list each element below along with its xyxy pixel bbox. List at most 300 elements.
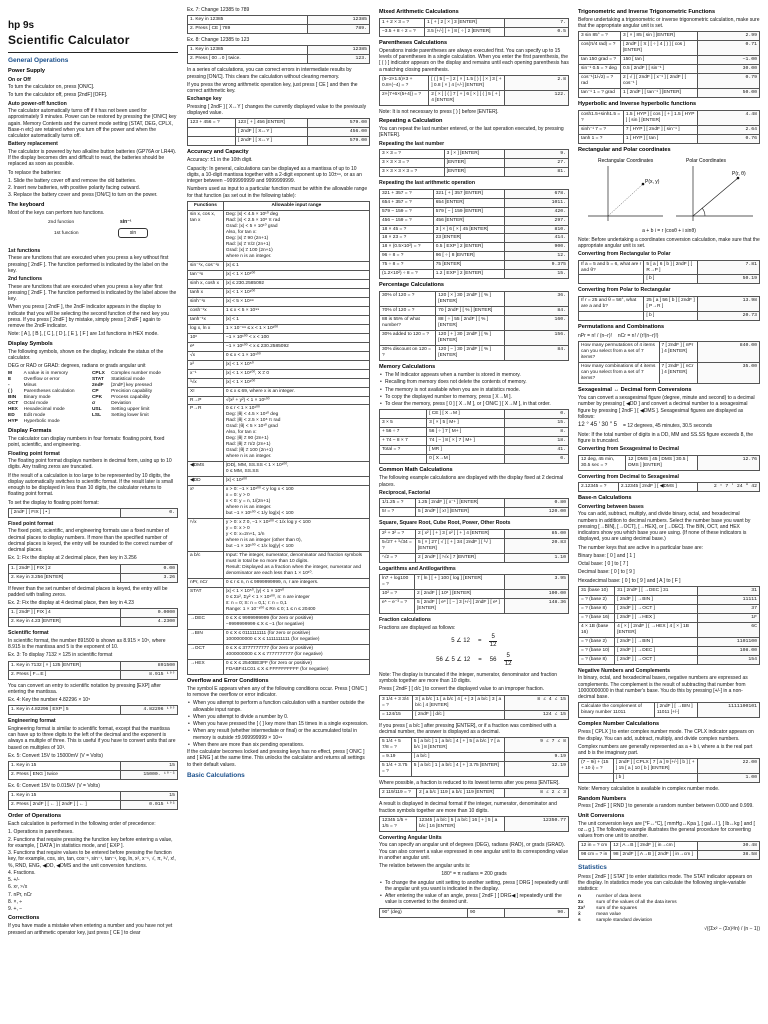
table-cell: x > 0: −1 × 10¹⁰⁰ < y log x < 100 x = 0: y > 0 x < 0: y = n, 1/(2n+1) where n is an integer. but −1 × 10¹⁰⁰ < 1/y log|x| < 100 xyxy=(223,486,369,519)
perm-formulas xyxy=(578,333,760,339)
fraction-table-2 xyxy=(379,737,569,777)
fraction-int-2: 56 xyxy=(489,657,497,664)
fraction-table xyxy=(379,695,569,720)
key-second-function: sin⁻¹ xyxy=(120,218,132,225)
table-cell: 12.76 xyxy=(698,455,760,470)
rect-label: Rectangular Coordinates xyxy=(598,158,654,165)
table-cell: 88 [ ÷ ] 55 [ 2ndF ] [ % ] [ENTER] xyxy=(436,316,504,331)
table-cell: 1.5 [ HYP ] [ cos ] [ + ] 1.5 [ HYP ] [ sin ] [ENTER] xyxy=(623,111,698,126)
table-row xyxy=(188,270,370,279)
table-cell: 1. Key in 7132 [ × ] 125 [ENTER] xyxy=(9,661,121,670)
table-row xyxy=(579,842,760,851)
table-cell: 8 ∠ 4 ∠ 15 xyxy=(504,695,568,710)
table-cell: 5 [ × ] 27 [ √ ] [ + ] 34 [ 2ndF ] [ ³√ ] [ENTER] xyxy=(415,538,504,553)
table-cell: cos(π/4 rad) = ? xyxy=(579,41,621,56)
table-row xyxy=(9,801,178,810)
table-cell: |DD|, MM, SS.SS < 1 × 10¹⁰⁰, 0 ≤ MM, SS.SS xyxy=(223,462,369,477)
table-row xyxy=(380,590,569,599)
table-row xyxy=(380,695,569,710)
table-cell: 15. xyxy=(504,419,568,428)
section-statistics: Statistics xyxy=(578,864,607,872)
table-row xyxy=(380,225,569,234)
table-row xyxy=(188,261,370,270)
table-cell xyxy=(579,774,614,783)
table-cell: [ b ] xyxy=(644,311,698,320)
table-row xyxy=(188,55,370,64)
fraction-text: Fractions are displayed as follows: xyxy=(379,624,456,631)
table-row xyxy=(579,275,760,284)
list-item: • To change the angular unit setting to another setting, press [ DRG ] repeatedly until the angular unit you want is indicated in the display. xyxy=(379,880,569,893)
table-cell: sin⁻¹x, cos⁻¹x xyxy=(188,261,224,270)
table-cell: cosh⁻¹x xyxy=(188,306,224,315)
stat-list xyxy=(578,894,760,924)
cplx-text-2: Complex numbers are generally represented as a + b i, where a is the real part and b is the imaginary part. xyxy=(578,743,753,757)
table-row xyxy=(188,137,370,146)
table-cell: 120 [ − ] 30 [ 2ndF ] [ % ] [ENTER] xyxy=(436,346,504,361)
rect-vector xyxy=(608,184,643,216)
table-row xyxy=(188,315,370,324)
table-cell xyxy=(380,410,427,419)
unit-text: The unit conversion keys are [°F↔°C], [ mmHg↔Kpa ], [ gal↔l ], [ lb↔kg ] and [ oz↔g ]. The following example illustrates the general procedure for converting values from one unit to another. xyxy=(578,820,755,840)
table-cell: 23 [ENTER] xyxy=(433,234,504,243)
table-cell: x⁻¹ xyxy=(188,369,224,378)
ex3-text: Ex. 3: To display 7132 × 125 in scientific format xyxy=(8,652,113,659)
set-floating: To set the display to floating point format: xyxy=(8,499,99,506)
base-dec: Decimal base: [ 0 ] to [ 9 ] xyxy=(578,569,635,576)
perm-formula-npr: nPr = n! / (n−r)! xyxy=(578,332,612,339)
table-cell: 85.00 xyxy=(504,529,568,538)
table-cell: 18 × 45 = ? xyxy=(380,225,434,234)
table-cell: 31 xyxy=(698,586,760,595)
table-row xyxy=(579,759,760,774)
series-text: In a series of calculations, you can correct errors in intermediate results by pressing [ON/C]. This clears the calculation without clearing memory. xyxy=(187,67,352,80)
table-cell: [ a b/c ] xyxy=(411,753,504,762)
section-basic: Basic Calculations xyxy=(187,771,245,779)
sexa-text: You can convert a sexagesimal figure (degree, minute and second) to a decimal number by pressing [ ◀DD ] and convert a decimal number to a sexagesimal figure by pressing [ 2ndF ] [ ◀DMS ]. Sexagesimal figures are displayed as follows: xyxy=(578,395,755,420)
table-cell: 3.26 xyxy=(120,573,177,582)
table-cell: 12 in = ? cm xyxy=(579,842,611,851)
table-row xyxy=(188,25,370,34)
heading-display-formats: Display Formats xyxy=(8,428,52,435)
table-row xyxy=(188,486,370,519)
list-item: • After entering the value of an angle, press [ 2ndF ] [ DRG◀ ] repeatedly until the value is converted to the desired unit. xyxy=(379,893,569,906)
table-cell: 1 + 2 × 3 = ? xyxy=(380,18,425,27)
cplx-note: Note: Memory calculation is available in complex number mode. xyxy=(578,786,720,793)
table-cell: 5 [ 2ndF ] [ x! ] [ENTER] xyxy=(415,508,504,517)
table-cell: √x xyxy=(188,351,224,360)
table-cell: M xyxy=(8,371,12,377)
table-cell: 8 ∠ 2 ∠ 3 xyxy=(504,789,568,798)
floating-text-2: If the result of a calculation is too large to be represented by 10 digits, the display automatically switches to scientific format. If the result later is small enough to be displayed in less than 10 digits, the calculator returns to floating point format. xyxy=(8,472,174,498)
table-cell: 41. xyxy=(504,446,568,455)
table-row xyxy=(579,604,760,613)
table-cell: nPr, nCr xyxy=(188,579,224,588)
rect-eq: a + b i = r (cosθ + i sinθ) xyxy=(642,228,696,235)
table-cell: 12 [ A→B ] [ 2ndF ] [ in→cm ] xyxy=(611,842,698,851)
table-row xyxy=(579,89,760,98)
key-diagram xyxy=(8,218,178,246)
table-cell: 31 (base 10) xyxy=(579,586,615,595)
table-row xyxy=(188,659,370,674)
table-cell: 2.12345 [ 2ndF ] [ ◀DMS ] xyxy=(618,483,698,492)
s2d-table xyxy=(578,455,760,471)
table-cell: tan⁻¹ 1 = ? grad xyxy=(579,89,621,98)
table-cell: 1. [ 2ndF ] [ FIX ] 4 xyxy=(9,609,121,618)
table-row xyxy=(188,378,370,387)
table-cell: = ? (base 2) xyxy=(579,637,615,646)
table-cell: 0.76 xyxy=(698,135,760,144)
heading-auto-power-off: Auto power-off function xyxy=(8,100,67,107)
table-row xyxy=(380,908,569,917)
table-cell: 30.48 xyxy=(698,842,760,851)
heading-negative: Negative Numbers and Complements xyxy=(578,667,670,674)
list-item: 9. +, − xyxy=(8,906,23,913)
polar-point xyxy=(737,177,740,180)
table-cell: 123. xyxy=(308,55,370,64)
heading-repeat-last: Repeating the last number xyxy=(379,140,445,147)
square-table xyxy=(379,529,569,563)
table-row xyxy=(188,462,370,477)
table-cell: ◀DD xyxy=(188,477,224,486)
table-cell: Σx² xyxy=(578,906,586,912)
cplx-table xyxy=(578,758,760,783)
table-cell: 90. xyxy=(504,908,568,917)
table-cell: ³√x xyxy=(188,378,224,387)
base-bin: Binary base: [ 0 ] and [ 1 ] xyxy=(578,552,635,559)
table-cell: 50.19 xyxy=(698,275,760,284)
heading-r2p: Converting from Rectangular to Polar xyxy=(578,251,671,258)
table-cell: 75 [ENTER] xyxy=(433,261,504,270)
list-item: • The memory is not available when you are in statistics mode. xyxy=(379,387,569,393)
table-cell: 15 xyxy=(120,762,177,771)
fraction-result-note: A result is displayed in decimal format if the integer, numerator, denominator and fraction symbols together are more than 10 digits. xyxy=(379,801,557,814)
table-cell: n xyxy=(578,894,581,900)
table-row xyxy=(579,655,760,664)
log-table xyxy=(379,574,569,614)
table-cell: sum of the values of all the data items xyxy=(596,900,677,906)
table-cell: a b/c xyxy=(188,552,224,579)
table-cell: 1101100 xyxy=(698,637,760,646)
table-cell: ◀DMS xyxy=(188,462,224,477)
table-cell: 18. xyxy=(504,437,568,446)
table-cell: 7 [ 2ndF ] [ nPr ] 4 [ENTER] xyxy=(659,342,698,363)
table-cell: 1 ≤ x < 5 × 10⁹⁹ xyxy=(223,306,369,315)
table-cell: 20.83 xyxy=(504,538,568,553)
table-cell: Total = ? xyxy=(380,446,427,455)
table-cell: 4 × 1B (base 16) xyxy=(579,622,615,637)
table-cell: Setting lower limit xyxy=(111,413,149,419)
table-cell: tan 150 grad = ? xyxy=(579,56,621,65)
table-cell: 4 [ × ] [ 2ndF ] [ →HEX ] 4 [ × ] 1B [ENTER] xyxy=(615,622,698,637)
table-cell: →OCT xyxy=(188,644,224,659)
table-cell: 56 [ ÷ ] 7 [ M+ ] xyxy=(427,428,505,437)
table-cell: How many combinations of 4 items can you select from a set of 7 items? xyxy=(579,363,660,384)
stat-formula: √((Σx² − (Σx)²/n) / (n − 1)) xyxy=(704,926,760,933)
fn1-label: 1st function xyxy=(54,230,79,236)
table-cell: −3.5 + 8 ÷ 2 = ? xyxy=(380,27,425,36)
table-cell: 5 [ a b/c ] 1 [ a b/c ] 4 [ + ] 5 [ a b/c ] 7 [ a b/c ] 8 [ENTER] xyxy=(411,738,504,753)
heading-angular: Converting Angular Units xyxy=(379,834,442,841)
display-symbols-table xyxy=(8,371,178,425)
sexa-example xyxy=(578,422,760,430)
reciprocal-table xyxy=(379,498,569,517)
table-cell: [ 2ndF ] [ →HEX ] xyxy=(615,613,698,622)
table-row xyxy=(188,333,370,342)
ex1-text: Ex. 1: Fix the display at 2 decimal place, then key in 3.256 xyxy=(8,555,137,562)
table-cell xyxy=(188,128,236,137)
table-cell: |x| ≤ 230.2585092 xyxy=(223,279,369,288)
table-row xyxy=(380,410,569,419)
table-cell: 15 xyxy=(120,792,177,801)
polar-label: Polar Coordinates xyxy=(686,158,727,165)
table-cell: →HEX xyxy=(188,659,224,674)
table-cell: OCT xyxy=(8,401,19,407)
table-cell: 0 ≤ r < 1 × 10¹⁰⁰ Deg: |θ| < 4.5 × 10¹⁰ deg Rad: |θ| < 2.5 × 10⁸ π rad Grad: |θ| < 5 × 10¹⁰ grad Also, for tan x: Deg: |θ| ≠ 90 (2n+1) Rad: |θ| ≠ π/2 (2n+1) Grad: |θ| ≠ 100 (2n+1) where n is an integer. xyxy=(223,405,369,462)
table-cell: 96 ÷ 8 = ? xyxy=(380,252,434,261)
table-row xyxy=(188,552,370,579)
table-cell: How many permutations of 4 items can you select from a set of 7 items? xyxy=(579,342,660,363)
table-row xyxy=(188,342,370,351)
table-cell: 1. Key in 4.82296 [ EXP ] 5 xyxy=(9,706,121,715)
table-row xyxy=(579,774,760,783)
table-cell: Statistical mode xyxy=(111,377,145,383)
table-row xyxy=(188,279,370,288)
table-cell: s xyxy=(578,918,581,924)
heading-battery: Battery replacement xyxy=(8,141,58,148)
table-cell: x̄ xyxy=(578,912,581,918)
coordinates-diagram xyxy=(578,156,760,226)
table-cell: 0.0000 xyxy=(120,609,177,618)
table-cell: 2 [ √ ] [ 2ndF ] [ x⁻¹ ] [ 2ndF ] [ cos⁻¹ ] xyxy=(620,74,698,89)
table-cell: [ b ] xyxy=(613,774,698,783)
table-cell: 1 [ 2ndF ] [ tan⁻¹ ] [ENTER] xyxy=(620,89,698,98)
table-cell: ( ) xyxy=(8,389,13,395)
table-cell: = ? (base 8) xyxy=(579,604,615,613)
table-cell: √(x² + y²) < 1 × 10¹⁰⁰ xyxy=(223,396,369,405)
table-cell: tanh x xyxy=(188,288,224,297)
table-row xyxy=(380,753,569,762)
table-row xyxy=(380,90,569,105)
table-cell: 1111100101 xyxy=(698,703,760,718)
table-cell: 789. xyxy=(308,25,370,34)
table-row xyxy=(579,455,760,470)
heading-d2s: Converting from Decimal to Sexagesimal xyxy=(578,473,679,480)
table-cell: (5−2×1.5)×3 + 0.8×(−4) = ? xyxy=(380,75,429,90)
list-item: • The M indicator appears when a number is stored in memory. xyxy=(379,372,569,378)
table-row xyxy=(579,646,760,655)
table-cell: 579.00 xyxy=(308,119,370,128)
table-row xyxy=(380,419,569,428)
heading-base-conv: Converting between bases xyxy=(578,503,644,510)
table-row xyxy=(188,588,370,615)
ex2-table xyxy=(8,608,178,627)
table-row xyxy=(579,851,760,860)
table-cell: sum of the squares xyxy=(596,906,637,912)
table-row xyxy=(579,363,760,384)
table-cell: 0 [ X→M ] xyxy=(427,455,505,464)
table-cell: 18 × (0.5×10²) = ? xyxy=(380,243,434,252)
table-cell: 456 [ENTER] xyxy=(433,216,504,225)
heading-square: Square, Square Root, Cube Root, Power, Other Roots xyxy=(379,520,511,527)
table-cell: 81. xyxy=(504,168,568,177)
table-row xyxy=(380,189,569,198)
table-cell: 30.00 xyxy=(698,65,760,74)
table-cell: 456.00 xyxy=(308,128,370,137)
table-cell: sinh⁻¹ 7 = ? xyxy=(579,126,624,135)
table-row xyxy=(380,261,569,270)
table-cell: |x| < 1 × 10¹⁰⁰, X ≠ 0 xyxy=(223,369,369,378)
table-cell: 3 sin 85° = ? xyxy=(579,32,621,41)
table-cell: Octal mode xyxy=(23,401,49,407)
fraction-num-2: 5 xyxy=(504,653,511,662)
table-cell: 1 [ + ] 2 [ × ] 3 [ENTER] xyxy=(425,18,505,27)
column-2 xyxy=(187,0,370,1024)
angular-eq: 180° = π radians = 200 grads xyxy=(441,871,507,878)
fraction-press: Press [ 2ndF ] [ d/c ] to convert the displayed value to an improper fraction. xyxy=(379,686,545,693)
table-cell: σ xyxy=(91,401,96,407)
table-row xyxy=(380,168,569,177)
table-row xyxy=(380,307,569,316)
table-cell: Hexadecimal mode xyxy=(23,407,65,413)
table-cell: = 9.19 xyxy=(380,753,412,762)
table-cell: sinh⁻¹x xyxy=(188,297,224,306)
heading-s2d: Converting from Sexagesimal to Decimal xyxy=(578,446,679,453)
table-row xyxy=(188,119,370,128)
heading-reciprocal: Reciprocal, Factorial xyxy=(379,489,431,496)
table-cell: Minus xyxy=(23,383,37,389)
table-cell: 2. Key in 3.256 [ENTER] xyxy=(9,573,121,582)
table-header-row xyxy=(188,201,370,210)
table-cell: 1F xyxy=(698,613,760,622)
base-table xyxy=(578,586,760,665)
table-cell: X! xyxy=(188,387,224,396)
perm-table xyxy=(578,341,760,384)
list-item: 3. Functions that require values to be entered before pressing the function key, for example, cos, sin, tan, cos⁻¹, sin⁻¹, tan⁻¹, log, ln, x², x⁻¹, √, π, ³√, x!, %, RND, ENG, ◀DD, ◀DMS and the unit conversion functions. xyxy=(8,850,176,869)
table-cell: |x| < 1 × 10⁵⁰, |y| < 1 × 10⁵⁰ 0 ≤ Σx², Σy² < 1 × 10¹⁰⁰, n: n are integer x̄: n = 0; S: n = 0,1; r: n = 0,1 Range: 1 × 10⁻¹⁰⁰ ≤ Rn ≤ 0; 1 ≤ n ≤ 20400 xyxy=(223,588,369,615)
table-row xyxy=(579,41,760,56)
paren-text: Operations inside parentheses are always executed first. You can specify up to 15 levels of parentheses in a single calculation. When you enter the first parenthesis, the [ ( ) ] indicator appears on the display and remains until each opening parenthesis has a matching closing parenthesis. xyxy=(379,47,569,73)
list-item: 2. Insert new batteries, with positive polarity facing outward. xyxy=(8,185,141,192)
d2s-table xyxy=(578,482,760,492)
table-cell: 1. Key in 12385 xyxy=(188,16,308,25)
table-cell: 2 [ × ] [ ( ] 7 [ + ] 6 [ × ] [ ( ] 5 [ + ] 4 [ENTER] xyxy=(429,90,505,105)
table-cell: Input: The integer, numerator, denominator and fraction symbols must in total be no more than 10 digits. Result: Displayed as a fraction when the integer, numerator and denominator are each less than 1 × 10¹⁰. xyxy=(223,552,369,579)
table-row xyxy=(380,198,569,207)
table-cell: 2² + 3² = ? xyxy=(380,529,416,538)
table-cell: 2 [ 2ndF ] [ ʸ√x ] 7 [ENTER] xyxy=(415,553,504,562)
table-cell: [ 2ndF ] [ →DEC ] xyxy=(615,646,698,655)
table-cell: tanh 1 = ? xyxy=(579,135,624,144)
sin-key-illustration: sin xyxy=(118,228,148,238)
base-text: You can add, subtract, multiply, and divide binary, octal, and hexadecimal numbers in addition to decimal numbers. Select the number base you want by pressing [→BIN], [→OCT], [→HEX], or [→DEC]. The BIN, OCT, and HEX indicators show you which base you are using. (If none of these indicators is displayed, you are using decimal base.) xyxy=(578,511,751,543)
table-cell: 30% discount on 120 = ? xyxy=(380,346,436,361)
table-cell: 0 ≤ X ≤ 3777777777 (for zero or positive) 4000000000 ≤ X ≤ 7777777777 (for negative) xyxy=(223,644,369,659)
table-cell: 123 [ + ] 456 [ENTER] xyxy=(235,119,307,128)
table-row xyxy=(380,762,569,777)
table-row xyxy=(188,46,370,55)
rect-note: Note: Before undertaking a coordinates conversion calculation, make sure that the appropriate angular unit is set. xyxy=(578,236,760,249)
table-cell: 2 ° 7 ′ 24 ″ 42 xyxy=(698,483,760,492)
heading-random: Random Numbers xyxy=(578,795,627,802)
table-cell: 5 [ a b/c ] 1 [ a b/c ] 4 [ + ] 3.75 [ENTER] xyxy=(411,762,504,777)
table-cell: 38.58 xyxy=(698,851,760,860)
table-cell: 98 [ 2ndF ] [ A→B ] [ 2ndF ] [ in→cm ] xyxy=(611,851,698,860)
table-cell: 2 [ 2ndF ] [ 10ˣ ] [ENTER] xyxy=(415,590,505,599)
rnd-text: Press [ 2ndF ] [ RND ] to generate a random number between 0.000 and 0.999. xyxy=(578,803,754,810)
table-cell: 3 × 3 = ? xyxy=(380,150,445,159)
table-cell: 579.00 xyxy=(308,137,370,146)
overflow-list xyxy=(187,700,370,748)
table-row xyxy=(579,260,760,275)
table-cell: 3 [ a b/c ] 1 [ a b/c ] 4 [ + ] 3 [ a b/c ] 3 [ a b/c ] 4 [ENTER] xyxy=(413,695,505,710)
table-cell: 5 [ 2ndF ] [ eˣ ] [ − ] 3 [+/-] [ 2ndF ] [ eˣ ] [ENTER] xyxy=(415,599,505,614)
table-row xyxy=(380,599,569,614)
table-cell: 70 [ 2ndF ] [ % ] [ENTER] xyxy=(436,307,504,316)
table-cell: + 74 − 8 × 7 xyxy=(380,437,427,446)
table-cell: 1.00 xyxy=(698,774,760,783)
table-cell: |x| ≤ 1 xyxy=(223,261,369,270)
table-cell: 108.00 xyxy=(698,646,760,655)
table-cell: 0 ≤ X ≤ 2540BE3FF (for zero or positive) FDABF41C01 ≤ X ≤ FFFFFFFFFF (for negative) xyxy=(223,659,369,674)
table-cell: tanh⁻¹x xyxy=(188,315,224,324)
range-table xyxy=(187,201,370,675)
table-cell: Process capability xyxy=(111,395,150,401)
table-cell: 8. xyxy=(504,428,568,437)
table-cell: USL xyxy=(91,407,102,413)
heading-scientific: Scientific format xyxy=(8,630,49,637)
display-formats-text: The calculator can display numbers in four formats: floating point, fixed point, scientific, and engineering. xyxy=(8,436,165,449)
ex8-table xyxy=(187,45,370,64)
table-cell: 7 [ ln ] [ + ] 100 [ log ] [ENTER] xyxy=(415,575,505,590)
table-cell: 12 [ DMS ] 45 [ DMS ] 30.5 [ DMS ] [ENTER] xyxy=(626,455,698,470)
table-cell: 2 [ x² ] [ + ] 3 [ x² ] [ + ] 4 [ENTER] xyxy=(415,529,504,538)
table-cell: 90° (deg) xyxy=(380,908,468,917)
table-cell: [ 2ndF ] [ CPLX ] 7 [ a ] 9 [+/-] [ b ] [ + ] 15 [ a ] 10 [ b ] [ENTER] xyxy=(613,759,698,774)
fraction-table-4 xyxy=(379,816,569,832)
on-text: To turn the calculator on, press [ON/C]. xyxy=(8,84,95,91)
table-cell: 35.00 xyxy=(698,363,760,384)
table-cell: 3 × 3 × 3 = ? xyxy=(380,159,445,168)
table-cell: 5√27 + ³√34 = ? xyxy=(380,538,416,553)
table-cell: 12385 xyxy=(308,16,370,25)
ex6-text: Ex. 6: Convert 15V to 0.015kV (V = Volts) xyxy=(8,783,100,790)
ex1-note: If fewer than the set number of decimal places is keyed, the entry will be padded with trailing zeros. xyxy=(8,585,168,598)
table-row xyxy=(380,216,569,225)
fraction-den-1: 12 xyxy=(489,642,497,649)
sexa-display: 12 ° 45 ′ 30 ″ 5 xyxy=(578,422,618,429)
table-cell: 2.99 xyxy=(698,32,760,41)
heading-p2r: Converting from Polar to Rectangular xyxy=(578,287,671,294)
table-cell: |x| < 5 × 10⁹⁹ xyxy=(223,297,369,306)
document-title: Scientific Calculator xyxy=(8,33,178,53)
table-cell: ED xyxy=(8,413,15,419)
table-cell: 15. xyxy=(504,270,568,279)
table-row xyxy=(579,296,760,311)
stat-text: Press [ 2ndF ] [ STAT ] to enter statistics mode. The STAT indicator appears on the display. In statistics mode you can calculate the following single-variable statistics: xyxy=(578,873,753,893)
table-row xyxy=(380,27,569,36)
table-cell: [ENTER] xyxy=(444,159,504,168)
table-row xyxy=(380,292,569,307)
table-cell: CPK xyxy=(91,395,103,401)
table-cell: |x| < 1 × 10¹⁰⁰ xyxy=(223,378,369,387)
table-cell: 5 [ a ] 6 [ b ] [ 2ndF ] [ R→P ] xyxy=(644,260,698,275)
table-row xyxy=(188,306,370,315)
table-cell: 0.5 [ 2ndF ] [ sin⁻¹ ] xyxy=(620,65,698,74)
table-cell: |x| < 10¹⁰⁰ xyxy=(223,477,369,486)
table-cell: 3 × 5 xyxy=(380,419,427,428)
table-cell: eˣ xyxy=(188,342,224,351)
table-row xyxy=(188,579,370,588)
